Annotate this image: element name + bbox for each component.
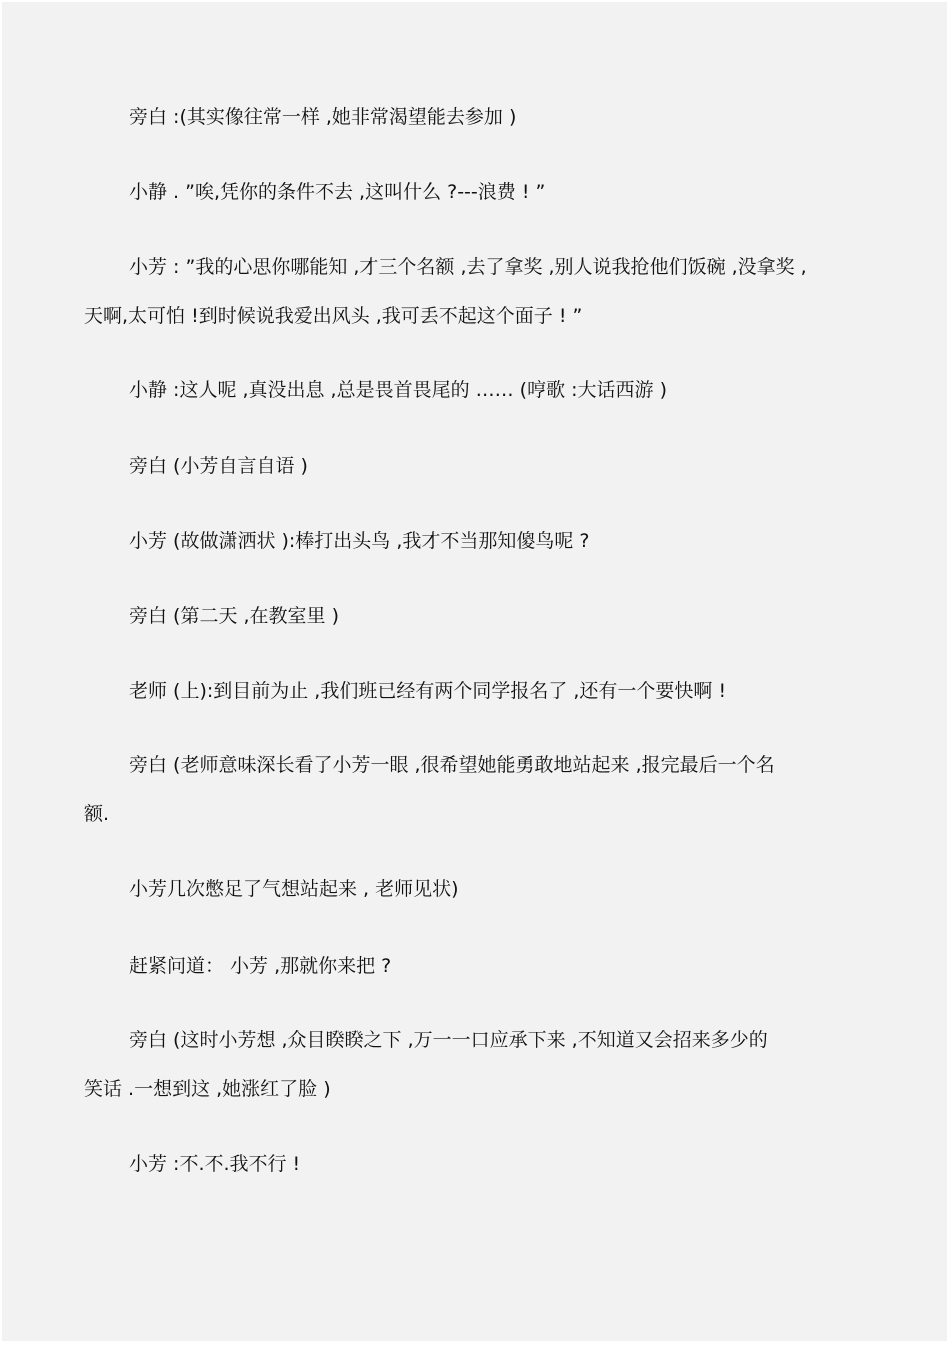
paragraph-line: 旁白 (第二天 ,在教室里 ) — [129, 605, 339, 627]
paragraph-line: 旁白 (老师意味深长看了小芳一眼 ,很希望她能勇敢地站起来 ,报完最后一个名 — [129, 754, 775, 776]
paragraph-xiaofang-3 — [84, 865, 874, 914]
page-border-bottom — [0, 1341, 950, 1345]
paragraph-narrator-3 — [84, 592, 874, 641]
paragraph-narrator-2 — [84, 442, 874, 491]
paragraph-line: 旁白 (这时小芳想 ,众目睽睽之下 ,万一一口应承下来 ,不知道又会招来多少的 — [129, 1029, 768, 1051]
paragraph-line: 旁白 (小芳自言自语 ) — [129, 455, 308, 477]
paragraph-line-continuation: 天啊,太可怕 !到时候说我爱出风头 ,我可丢不起这个面子 ! ” — [84, 305, 583, 327]
paragraph-line: 旁白 :(其实像往常一样 ,她非常渴望能去参加 ) — [129, 106, 517, 128]
paragraph-narrator-5 — [84, 1016, 874, 1114]
paragraph-teacher-2 — [84, 942, 874, 991]
paragraph-line: 小芳 :不.不.我不行 ! — [129, 1153, 301, 1175]
paragraph-xiaofang-2 — [84, 517, 874, 566]
paragraph-line: 小芳 : ”我的心思你哪能知 ,才三个名额 ,去了拿奖 ,别人说我抢他们饭碗 ,没拿奖 , — [129, 256, 807, 278]
page-border-left — [0, 0, 2, 1345]
paragraph-xiaojing-2 — [84, 366, 874, 415]
paragraph-line-continuation: 额. — [84, 803, 110, 825]
paragraph-line: 老师 (上):到目前为止 ,我们班已经有两个同学报名了 ,还有一个要快啊 ! — [129, 680, 727, 702]
paragraph-line: 赶紧问道： 小芳 ,那就你来把 ? — [129, 955, 392, 977]
paragraph-line: 小静 :这人呢 ,真没出息 ,总是畏首畏尾的 …… (哼歌 :大话西游 ) — [129, 379, 667, 401]
paragraph-line: 小芳 (故做潇洒状 ):棒打出头鸟 ,我才不当那知傻鸟呢 ? — [129, 530, 590, 552]
paragraph-narrator-4 — [84, 741, 874, 839]
paragraph-xiaofang-4 — [84, 1140, 874, 1189]
paragraph-xiaojing-1 — [84, 168, 874, 217]
paragraph-line-continuation: 笑话 .一想到这 ,她涨红了脸 ) — [84, 1078, 331, 1100]
paragraph-xiaofang-1 — [84, 243, 874, 341]
paragraph-teacher-1 — [84, 667, 874, 716]
paragraph-narrator-1 — [84, 93, 874, 142]
page-border-top — [0, 0, 950, 2]
paragraph-line: 小静 . ”唉,凭你的条件不去 ,这叫什么 ?---浪费 ! ” — [129, 181, 546, 203]
paragraph-line: 小芳几次憋足了气想站起来 , 老师见状) — [129, 878, 459, 900]
